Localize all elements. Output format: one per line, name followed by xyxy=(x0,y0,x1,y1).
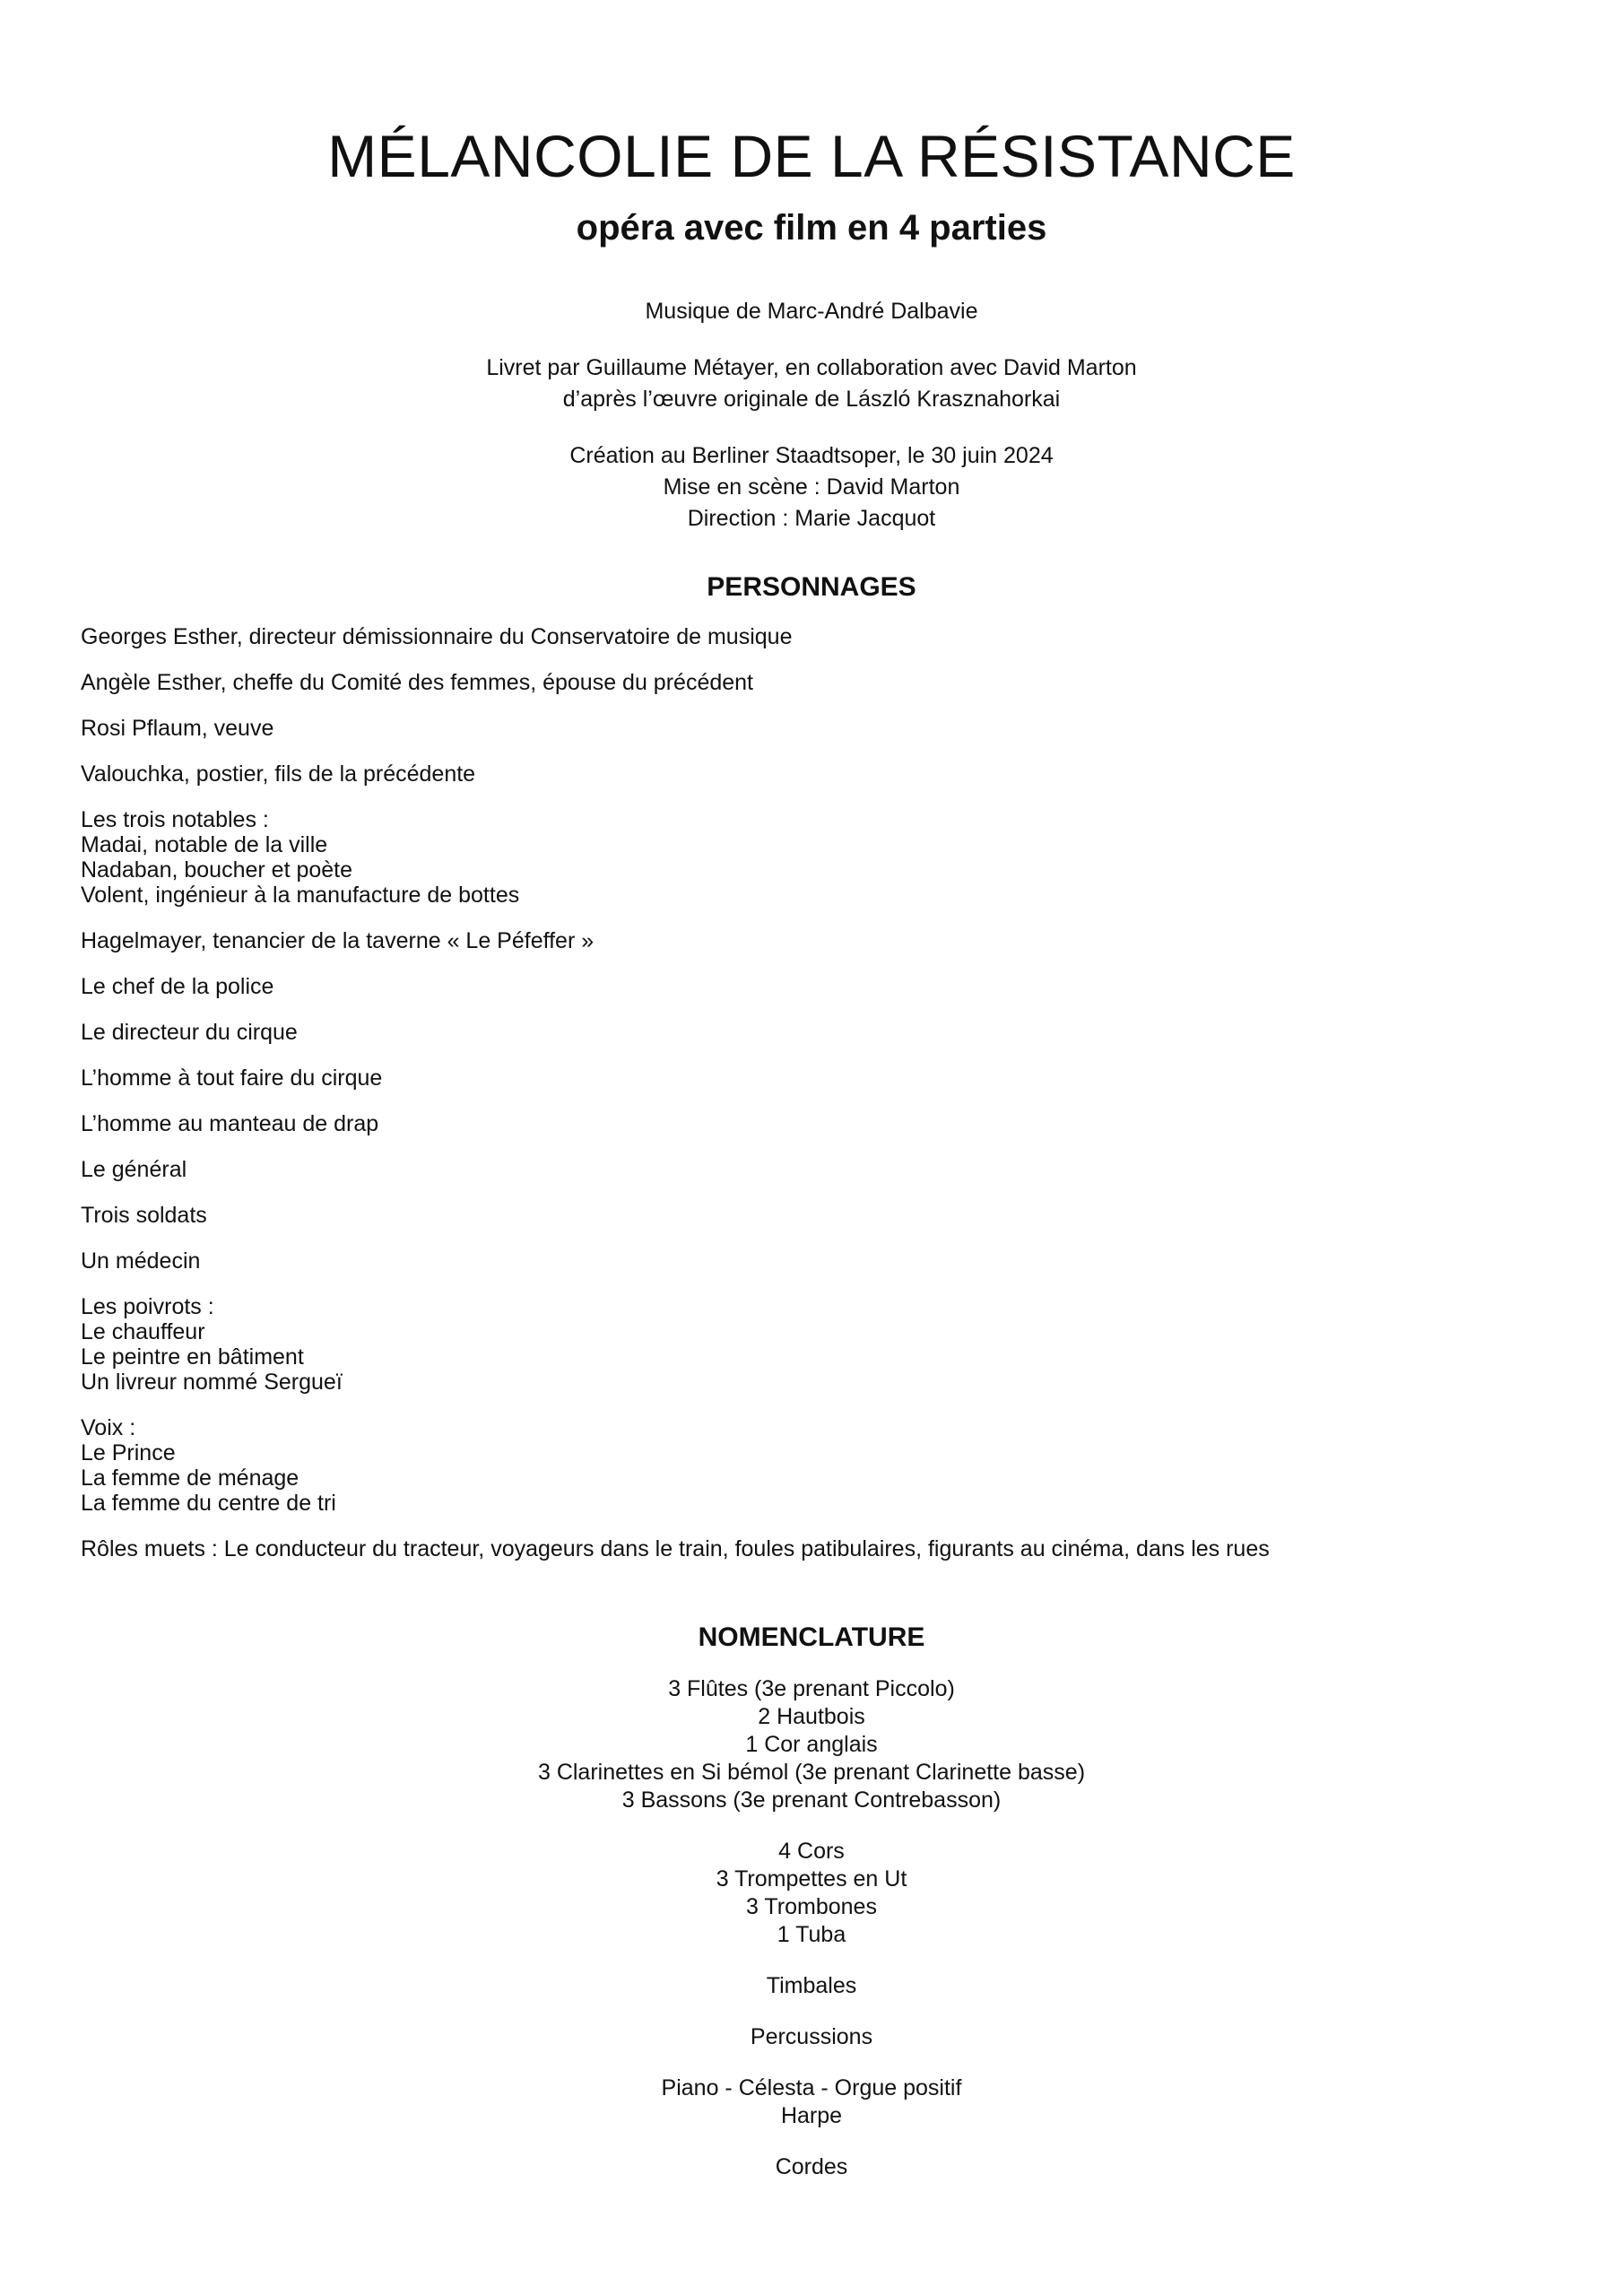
character-entry xyxy=(81,1203,1587,1228)
character-list xyxy=(81,624,1587,1582)
character-entry xyxy=(81,1294,1587,1395)
character-entry xyxy=(81,1536,1587,1561)
character-line: L’homme au manteau de drap xyxy=(81,1111,379,1136)
character-line: Le peintre en bâtiment xyxy=(81,1344,304,1370)
character-line: L’homme à tout faire du cirque xyxy=(81,1065,383,1091)
instrument-group xyxy=(0,2153,1623,2181)
instrument-line: 3 Flûtes (3e prenant Piccolo) xyxy=(668,1676,955,1701)
page-title: MÉLANCOLIE DE LA RÉSISTANCE xyxy=(327,123,1296,189)
character-line: Les trois notables : xyxy=(81,807,269,832)
instrument-line: 1 Cor anglais xyxy=(745,1732,878,1757)
character-line: Valouchka, postier, fils de la précédente xyxy=(81,761,476,787)
instrument-line: 3 Bassons (3e prenant Contrebasson) xyxy=(621,1787,1002,1813)
instrument-group xyxy=(0,2074,1623,2130)
character-line: Trois soldats xyxy=(81,1203,207,1228)
character-entry xyxy=(81,1020,1587,1045)
instrument-line: Piano - Célesta - Orgue positif xyxy=(661,2075,962,2100)
character-entry xyxy=(81,928,1587,953)
character-line: Voix : xyxy=(81,1415,136,1440)
character-entry xyxy=(81,670,1587,695)
credit-block xyxy=(0,352,1623,415)
character-entry xyxy=(81,807,1587,908)
credit-block xyxy=(0,296,1623,327)
character-line: Le Prince xyxy=(81,1440,176,1465)
character-line: Georges Esther, directeur démissionnaire du Conservatoire de musique xyxy=(81,624,793,649)
credit-block xyxy=(0,440,1623,535)
personnages-heading: PERSONNAGES xyxy=(707,572,916,602)
character-entry xyxy=(81,716,1587,741)
instrument-line: Percussions xyxy=(750,2024,873,2049)
character-entry xyxy=(81,1415,1587,1516)
instrument-group xyxy=(0,2023,1623,2051)
instrument-group xyxy=(0,1972,1623,2000)
character-line: Le directeur du cirque xyxy=(81,1020,298,1045)
character-line: Hagelmayer, tenancier de la taverne « Le Péfeffer » xyxy=(81,928,595,953)
instrument-line: 3 Trompettes en Ut xyxy=(716,1866,907,1892)
credit-line: Musique de Marc-André Dalbavie xyxy=(645,299,978,324)
instrument-line: Cordes xyxy=(775,2154,848,2179)
character-line: Un livreur nommé Sergueï xyxy=(81,1370,343,1395)
nomenclature-heading: NOMENCLATURE xyxy=(698,1622,925,1652)
character-line: Les poivrots : xyxy=(81,1294,214,1319)
credit-line: Mise en scène : David Marton xyxy=(663,474,960,500)
credit-line: Livret par Guillaume Métayer, en collaboration avec David Marton xyxy=(486,355,1137,380)
character-entry xyxy=(81,1065,1587,1091)
instrument-line: Harpe xyxy=(780,2103,843,2128)
instrument-line: Timbales xyxy=(766,1973,857,1998)
character-line: La femme de ménage xyxy=(81,1465,299,1491)
character-line: Le général xyxy=(81,1157,187,1182)
credit-line: Création au Berliner Staadtsoper, le 30 juin 2024 xyxy=(569,443,1054,468)
character-line: Rôles muets : Le conducteur du tracteur, voyageurs dans le train, foules patibulaires, figurants au cinéma, dans les rues xyxy=(81,1536,1270,1561)
instrument-line: 3 Clarinettes en Si bémol (3e prenant Clarinette basse) xyxy=(537,1760,1086,1785)
character-entry xyxy=(81,1111,1587,1136)
character-line: Nadaban, boucher et poète xyxy=(81,857,353,883)
character-entry xyxy=(81,761,1587,787)
character-entry xyxy=(81,974,1587,999)
instrument-line: 1 Tuba xyxy=(777,1922,846,1947)
character-line: Le chauffeur xyxy=(81,1319,205,1344)
character-line: Rosi Pflaum, veuve xyxy=(81,716,274,741)
credits-block xyxy=(0,296,1623,560)
character-line: Le chef de la police xyxy=(81,974,274,999)
instrument-group xyxy=(0,1838,1623,1949)
instrument-group xyxy=(0,1675,1623,1814)
character-line: La femme du centre de tri xyxy=(81,1491,336,1516)
character-line: Madai, notable de la ville xyxy=(81,832,328,857)
character-entry xyxy=(81,1157,1587,1182)
credit-line: Direction : Marie Jacquot xyxy=(687,506,936,531)
instrument-line: 2 Hautbois xyxy=(758,1704,865,1729)
page-subtitle: opéra avec film en 4 parties xyxy=(576,208,1047,248)
instrument-list xyxy=(0,1675,1623,2205)
character-line: Angèle Esther, cheffe du Comité des femmes, épouse du précédent xyxy=(81,670,753,695)
instrument-line: 3 Trombones xyxy=(746,1894,877,1919)
credit-line: d’après l’œuvre originale de László Krasznahorkai xyxy=(562,387,1061,412)
instrument-line: 4 Cors xyxy=(778,1839,845,1864)
character-line: Volent, ingénieur à la manufacture de bottes xyxy=(81,883,520,908)
character-entry xyxy=(81,624,1587,649)
character-entry xyxy=(81,1248,1587,1274)
character-line: Un médecin xyxy=(81,1248,201,1274)
